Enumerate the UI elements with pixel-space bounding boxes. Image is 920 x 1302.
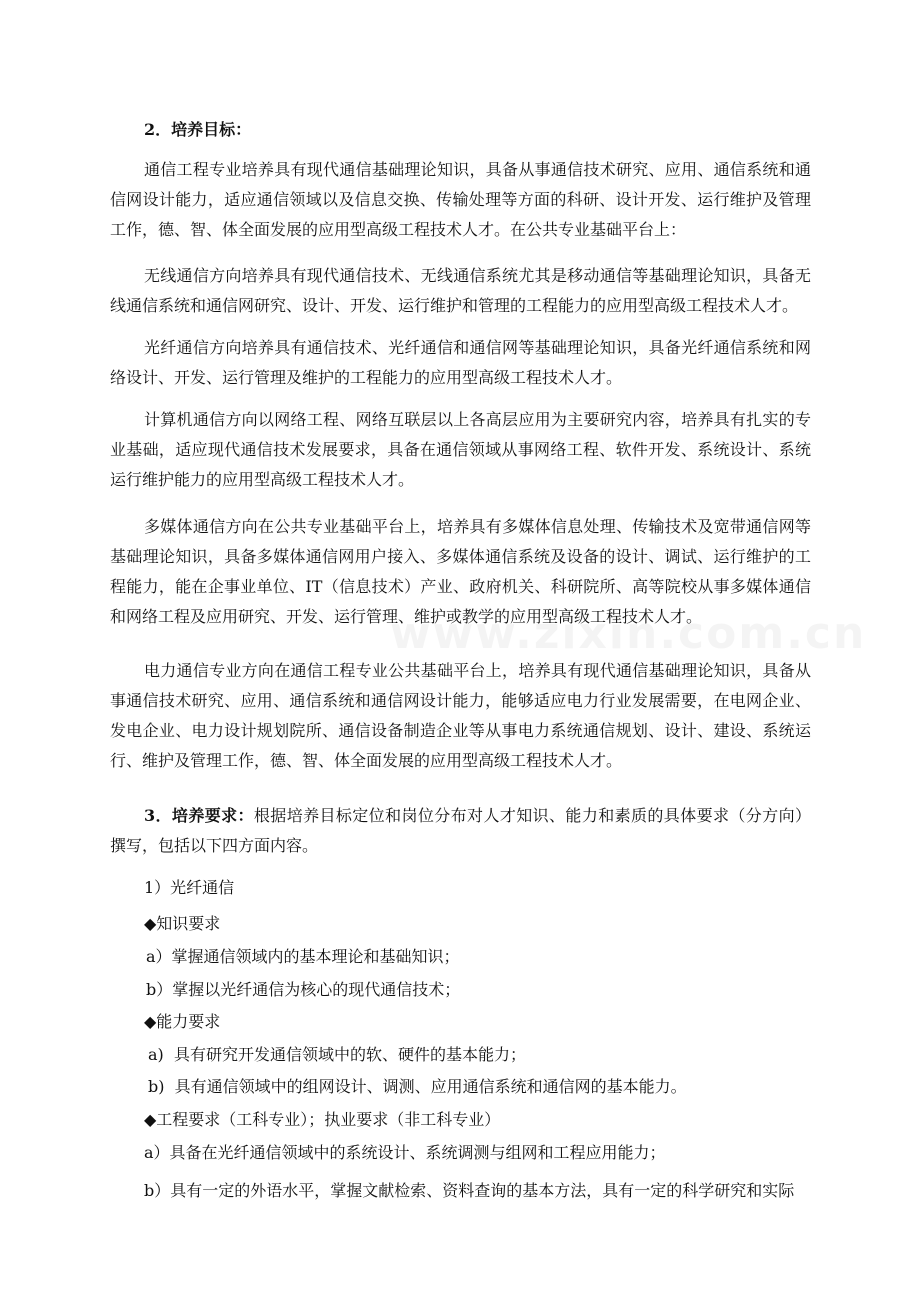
engineering-item: b）具有一定的外语水平，掌握文献检索、资料查询的基本方法，具有一定的科学研究和实际 <box>144 1181 795 1200</box>
paragraph-training-goal-intro: 通信工程专业培养具有现代通信基础理论知识，具备从事通信技术研究、应用、通信系统和通信网设计能力，适应通信领域以及信息交换、传输处理等方面的科研、设计开发、运行维护及管理工作，德、智、体全面发展的应用型高级工程技术人才。在公共专业基础平台上： <box>110 160 811 239</box>
paragraph-wireless-direction: 无线通信方向培养具有现代通信技术、无线通信系统尤其是移动通信等基础理论知识，具备无线通信系统和通信网研究、设计、开发、运行维护和管理的工程能力的应用型高级工程技术人才。 <box>110 266 811 315</box>
paragraph-computer-direction: 计算机通信方向以网络工程、网络互联层以上各高层应用为主要研究内容，培养具有扎实的专业基础，适应现代通信技术发展要求，具备在通信领域从事网络工程、软件开发、系统设计、系统运行维护能力的应用型高级工程技术人才。 <box>110 410 811 489</box>
knowledge-item: b）掌握以光纤通信为核心的现代通信技术； <box>146 980 461 999</box>
ability-item: a) 具有研究开发通信领域中的软、硬件的基本能力； <box>148 1045 526 1064</box>
paragraph-power-direction: 电力通信专业方向在通信工程专业公共基础平台上，培养具有现代通信基础理论知识，具备从事通信技术研究、应用、通信系统和通信网设计能力，能够适应电力行业发展需要，在电网企业、发电企业、电力设计规划院所、通信设备制造企业等从事电力系统通信规划、设计、建设、系统运行、维护及管理工作，德、智、体全面发展的应用型高级工程技术人才。 <box>110 661 811 770</box>
paragraph-optical-direction: 光纤通信方向培养具有通信技术、光纤通信和通信网等基础理论知识，具备光纤通信系统和网络设计、开发、运行管理及维护的工程能力的应用型高级工程技术人才。 <box>110 338 811 387</box>
section-2-heading: 2．培养目标： <box>144 120 252 139</box>
section-3-description: 根据培养目标定位和岗位分布对人才知识、能力和素质的具体要求（分方向）撰写，包括以下四方面内容。 <box>110 806 811 855</box>
paragraph-multimedia-direction: 多媒体通信方向在公共专业基础平台上，培养具有多媒体信息处理、传输技术及宽带通信网等基础理论知识，具备多媒体通信网用户接入、多媒体通信系统及设备的设计、调试、运行维护的工程能力，能在企事业单位、IT（信息技术）产业、政府机关、科研院所、高等院校从事多媒体通信和网络工程及应用研究、开发、运行管理、维护或教学的应用型高级工程技术人才。 <box>110 517 811 626</box>
section-3-paragraph <box>110 801 811 861</box>
subsection-optical-title: 1）光纤通信 <box>144 878 235 897</box>
knowledge-item: a）掌握通信领域内的基本理论和基础知识； <box>146 947 460 966</box>
section-3-heading: 3．培养要求： <box>144 806 254 825</box>
ability-item: b) 具有通信领域中的组网设计、调测、应用通信系统和通信网的基本能力。 <box>148 1077 687 1096</box>
ability-requirements-title: ◆能力要求 <box>144 1012 221 1031</box>
knowledge-requirements-title: ◆知识要求 <box>144 914 221 933</box>
engineering-item: a）具备在光纤通信领域中的系统设计、系统调测与组网和工程应用能力； <box>144 1143 666 1162</box>
engineering-requirements-title: ◆工程要求（工科专业）；执业要求（非工科专业） <box>144 1110 501 1129</box>
